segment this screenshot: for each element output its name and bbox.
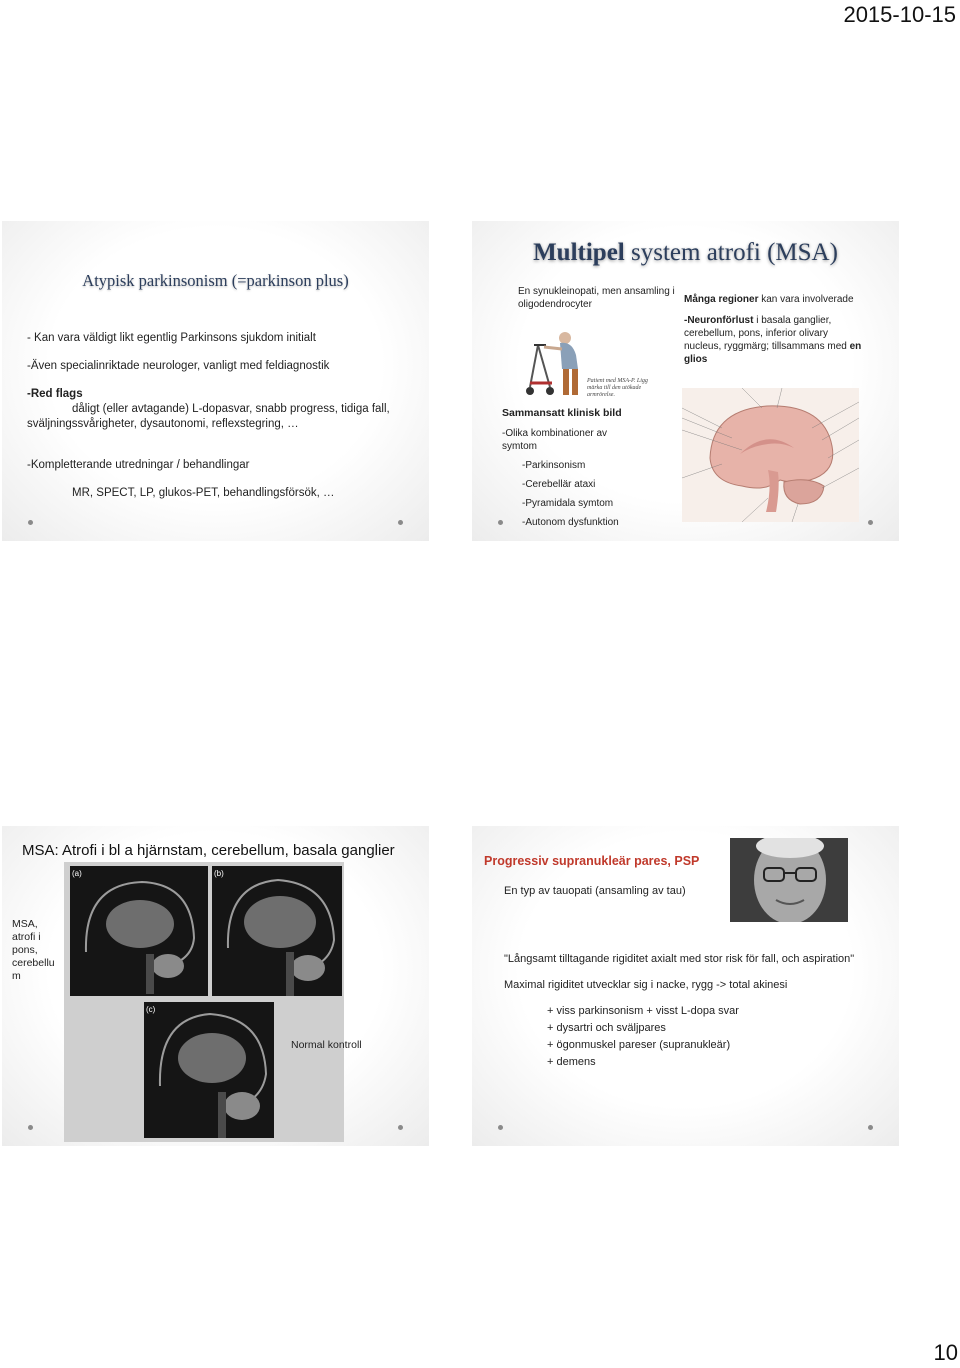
panel-c-label: (c) [146,1005,156,1014]
symptom-item: -Cerebellär ataxi [522,479,596,490]
mri-images [64,862,344,1142]
bullet-mr: MR, SPECT, LP, glukos-PET, behandlingsförsök, … [72,487,335,499]
maximal-text: Maximal rigiditet utvecklar sig i nacke, rygg -> total akinesi [504,979,788,991]
normal-control-label: Normal kontroll [291,1039,362,1051]
symptom-item: -Parkinsonism [522,460,586,471]
psp-item: + ögonmuskel pareser (supranukleär) [547,1039,731,1051]
sammansatt-heading: Sammansatt klinisk bild [502,407,622,419]
title-bold: Multipel [533,239,625,266]
slide-msa-atrofi [2,826,429,1146]
slide-dot-right [868,520,873,525]
red-flags-heading: -Red flags [27,388,83,400]
psp-item: + dysartri och sväljpares [547,1022,666,1034]
manga-regioner-text [684,293,874,306]
synukleinopati-text: En synukleinopati, men ansamling i oligodendrocyter [518,286,675,310]
brain-anatomy-image [682,388,859,522]
psp-item: + viss parkinsonism + visst L-dopa svar [547,1005,739,1017]
neuron-bold: -Neuronförlust [684,315,754,326]
photo-caption: Patient med MSA-P. Ligg märka till den utökade armrörelse. [587,378,648,398]
langsamt-text: "Långsamt tilltagande rigiditet axialt med stor risk för fall, och aspiration" [504,953,855,965]
symptom-item: -Autonom dysfunktion [522,517,619,528]
slide-title: Atypisk parkinsonism (=parkinson plus) [82,271,349,290]
slide-title [472,239,899,267]
slide-dot-left [28,1125,33,1130]
page-number: 10 [933,1340,958,1365]
patient-walker-photo [516,325,596,401]
panel-b-label: (b) [214,869,224,878]
panel-a-label: (a) [72,869,82,878]
slide-dot-left [498,520,503,525]
slide-psp [472,826,899,1146]
slide-dot-right [398,1125,403,1130]
tauopati-text: En typ av tauopati (ansamling av tau) [504,885,686,897]
manga-rest: kan vara involverade [758,294,854,305]
slide-title: MSA: Atrofi i bl a hjärnstam, cerebellum, basala ganglier [22,842,395,859]
slide-dot-right [398,520,403,525]
symptom-item: -Pyramidala symtom [522,498,614,509]
slide-title: Progressiv supranukleär pares, PSP [484,854,700,868]
slide-dot-left [28,520,33,525]
glios-bold: en glios [684,341,862,365]
manga-bold: Många regioner [684,294,759,305]
slide-atypisk-parkinsonism [2,221,429,541]
slide-msa [472,221,899,541]
msa-side-label: MSA, atrofi i pons, cerebellu m [12,918,55,982]
red-flags-block [27,387,417,432]
patient-face-photo [730,838,848,922]
title-rest: system atrofi (MSA) [624,239,838,266]
bullet-initialt: - Kan vara väldigt likt egentlig Parkinsons sjukdom initialt [27,332,316,344]
psp-item: + demens [547,1056,596,1068]
neuron-rest: i basala ganglier, cerebellum, pons, inferior olivary nucleus, ryggmärg; tillsammans med [684,315,850,352]
olika-text: -Olika kombinationer av symtom [502,428,608,452]
neuronforlust-text [684,314,866,366]
red-flags-text: dåligt (eller avtagande) L-dopasvar, snabb progress, tidiga fall, sväljningssvårigheter, dysautonomi, reflexstegring, … [27,403,390,430]
page-date: 2015-10-15 [843,2,956,27]
slide-dot-left [498,1125,503,1130]
bullet-feldiagnostik: -Även specialinriktade neurologer, vanligt med feldiagnostik [27,360,330,372]
bullet-kompletterande: -Kompletterande utredningar / behandlingar [27,459,250,471]
slide-dot-right [868,1125,873,1130]
